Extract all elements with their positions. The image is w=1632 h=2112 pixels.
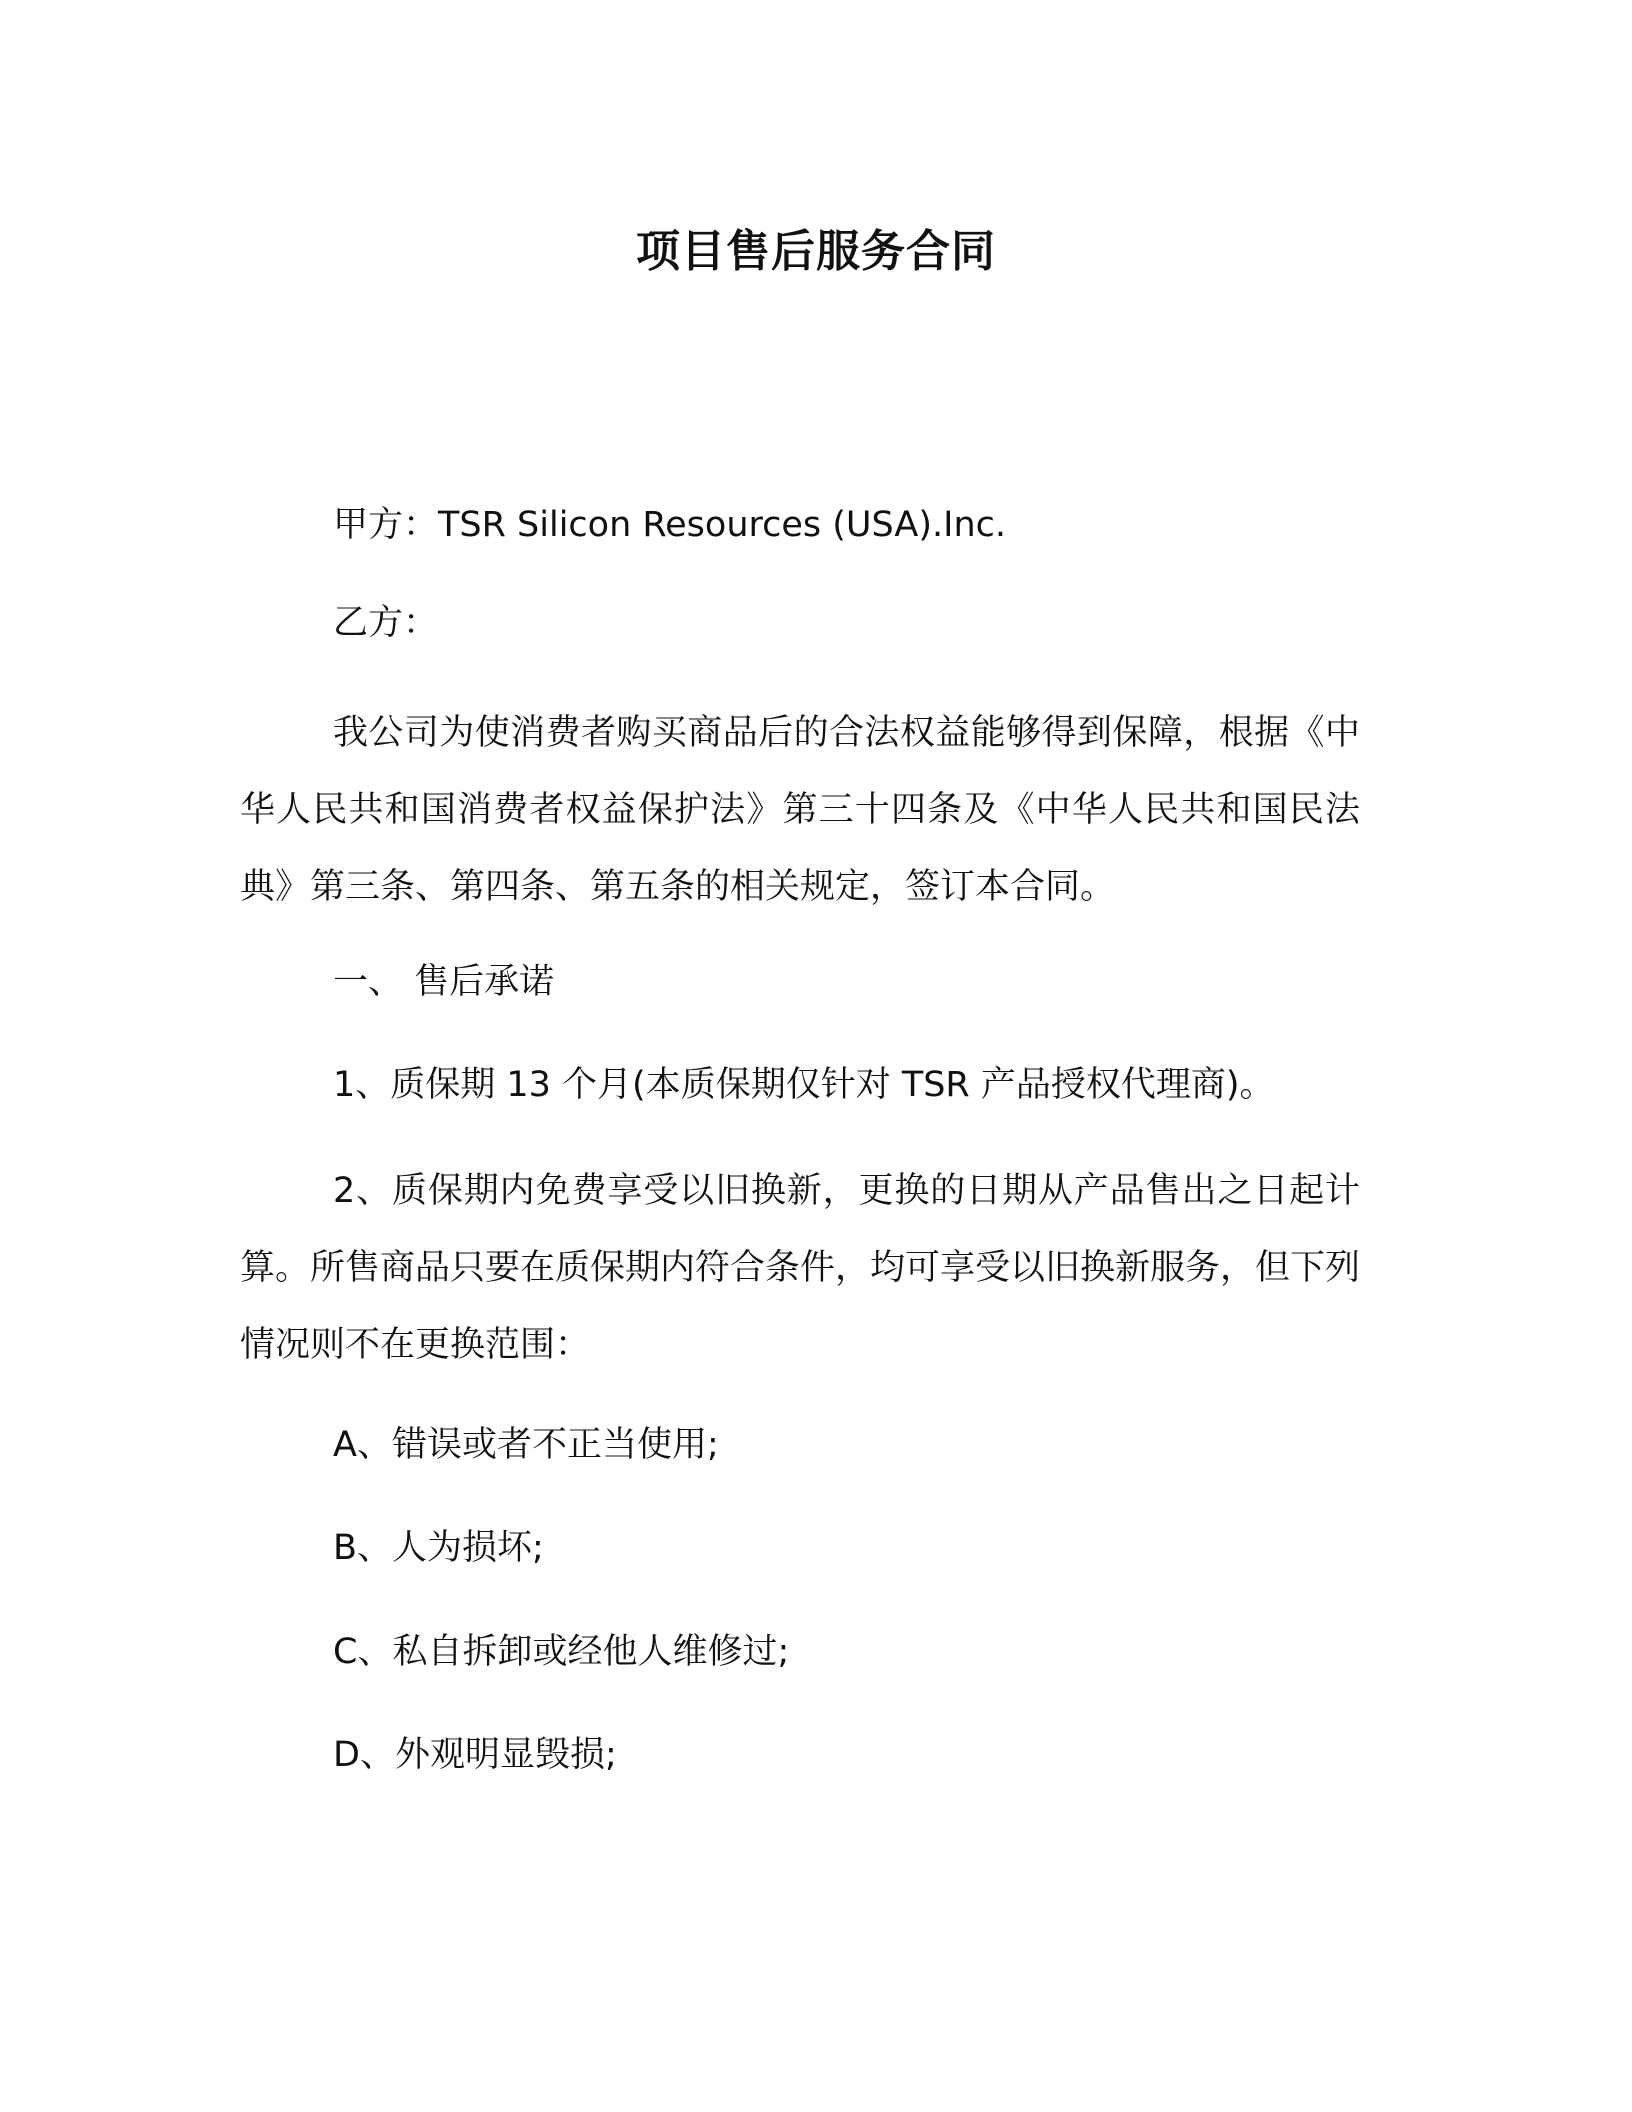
exclusion-item-a: A、错误或者不正当使用;: [333, 1425, 719, 1465]
preamble-paragraph: 我公司为使消费者购买商品后的合法权益能够得到保障，根据《中华人民共和国消费者权益保护法》第三十四条及《中华人民共和国民法典》第三条、第四条、第五条的相关规定，签订本合同。: [240, 713, 1360, 907]
clause-warranty-period: 1、质保期 13 个月(本质保期仅针对 TSR 产品授权代理商)。: [333, 1065, 1275, 1105]
exclusion-item-d: D、外观明显毁损;: [333, 1735, 617, 1775]
clause-trade-in: 2、质保期内免费享受以旧换新，更换的日期从产品售出之日起计算。所售商品只要在质保期内符合条件，均可享受以旧换新服务，但下列情况则不在更换范围：: [240, 1171, 1361, 1365]
document-title: 项目售后服务合同: [636, 226, 996, 277]
party-a: 甲方：TSR Silicon Resources (USA).Inc.: [333, 505, 1006, 545]
section-heading-after-sales: 一、 售后承诺: [333, 962, 555, 1002]
exclusion-item-b: B、人为损坏;: [333, 1528, 544, 1568]
exclusion-item-c: C、私自拆卸或经他人维修过;: [333, 1632, 790, 1672]
party-b: 乙方：: [333, 603, 439, 643]
